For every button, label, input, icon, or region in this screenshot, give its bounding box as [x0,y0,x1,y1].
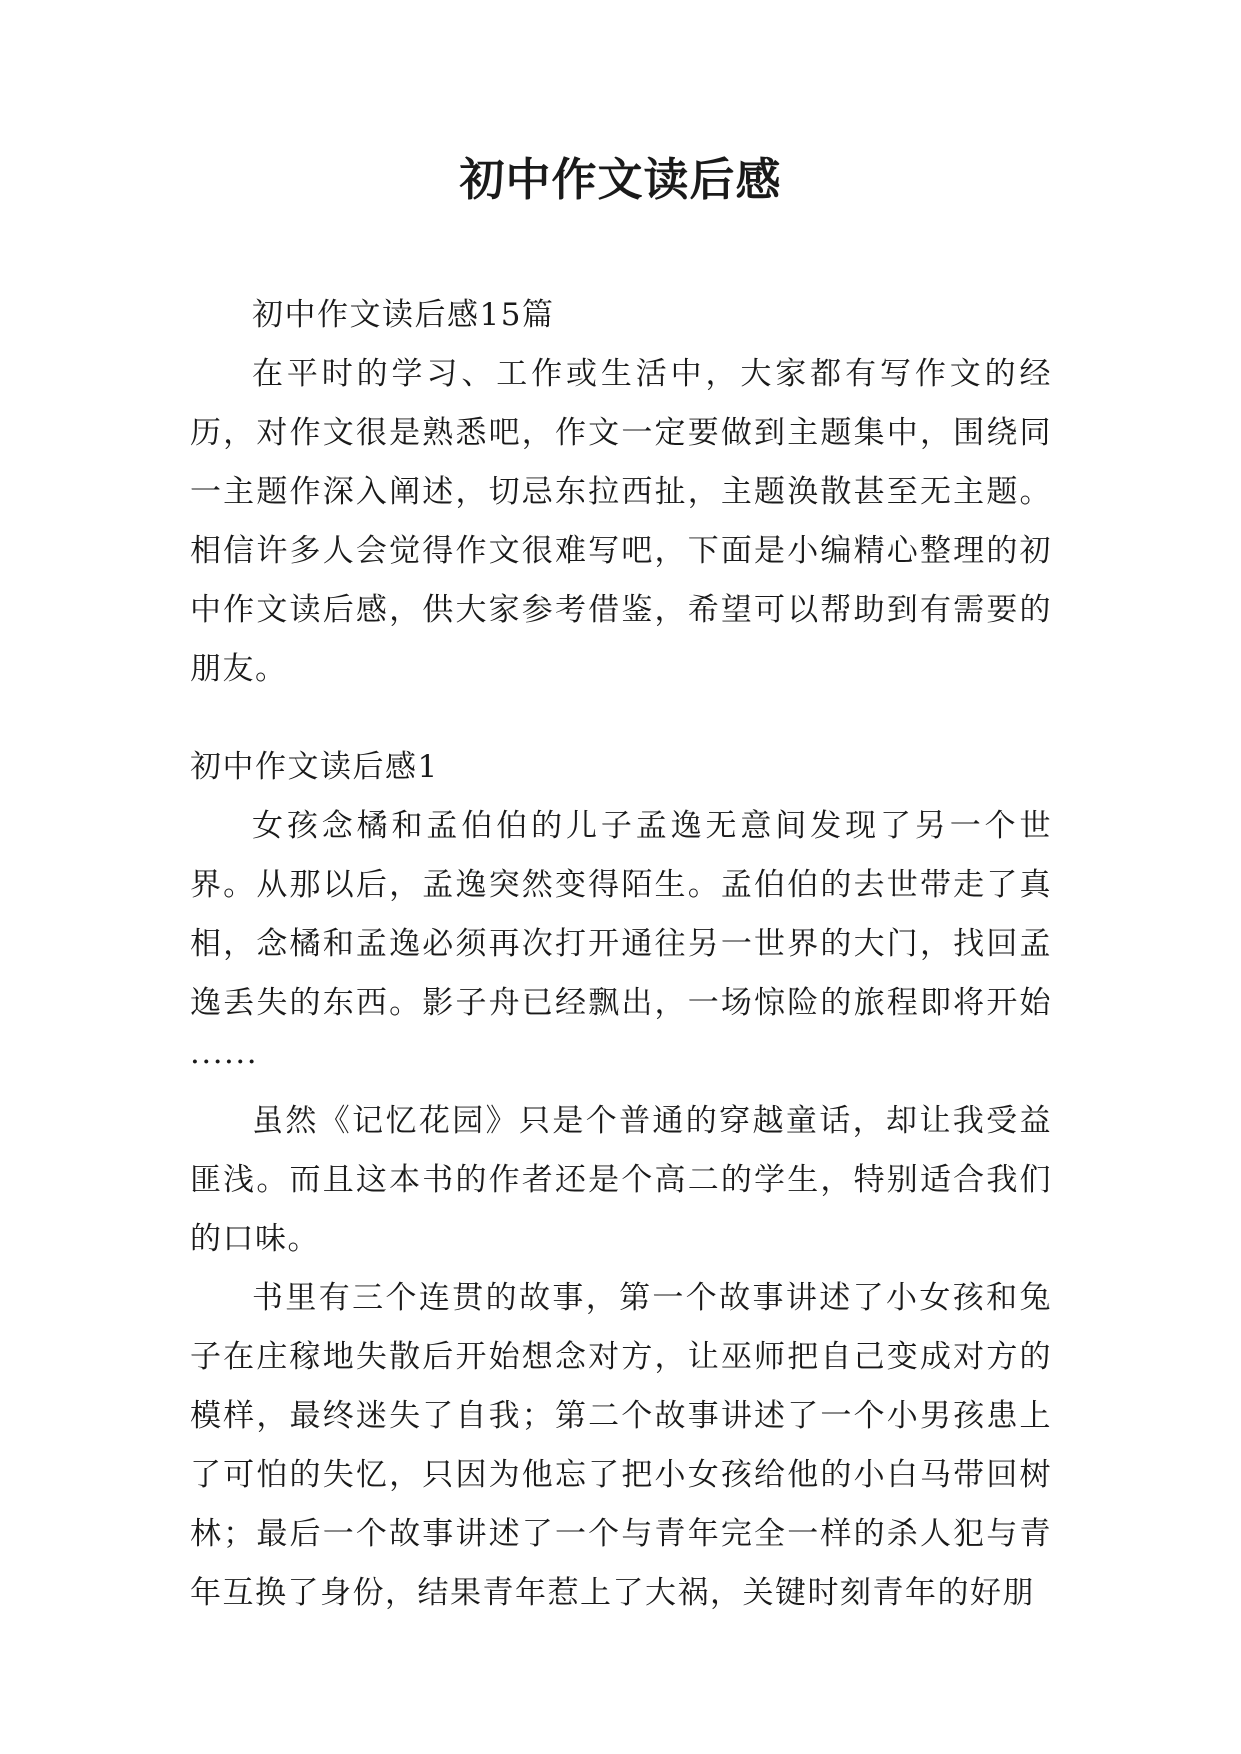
section-heading: 初中作文读后感1 [190,749,439,785]
section-paragraph: 虽然《记忆花园》只是个普通的穿越童话，却让我受益匪浅。而且这本书的作者还是个高二的学生，特别适合我们的口味。 [190,1103,1052,1257]
document-title: 初中作文读后感 [459,153,782,206]
document-subtitle: 初中作文读后感15篇 [252,297,555,333]
document-body [190,286,1052,1623]
intro-paragraph: 在平时的学习、工作或生活中，大家都有写作文的经历，对作文很是熟悉吧，作文一定要做到主题集中，围绕同一主题作深入阐述，切忌东拉西扯，主题涣散甚至无主题。相信许多人会觉得作文很难写吧，下面是小编精心整理的初中作文读后感，供大家参考借鉴，希望可以帮助到有需要的朋友。 [190,356,1052,687]
section-paragraph: 女孩念橘和孟伯伯的儿子孟逸无意间发现了另一个世界。从那以后，孟逸突然变得陌生。孟伯伯的去世带走了真相，念橘和孟逸必须再次打开通往另一世界的大门，找回孟逸丢失的东西。影子舟已经飘出，一场惊险的旅程即将开始······ [190,808,1052,1080]
section-paragraph: 书里有三个连贯的故事，第一个故事讲述了小女孩和兔子在庄稼地失散后开始想念对方，让巫师把自己变成对方的模样，最终迷失了自我；第二个故事讲述了一个小男孩患上了可怕的失忆，只因为他忘了把小女孩给他的小白马带回树林；最后一个故事讲述了一个与青年完全一样的杀人犯与青年互换了身份，结果青年惹上了大祸，关键时刻青年的好朋 [190,1280,1052,1611]
